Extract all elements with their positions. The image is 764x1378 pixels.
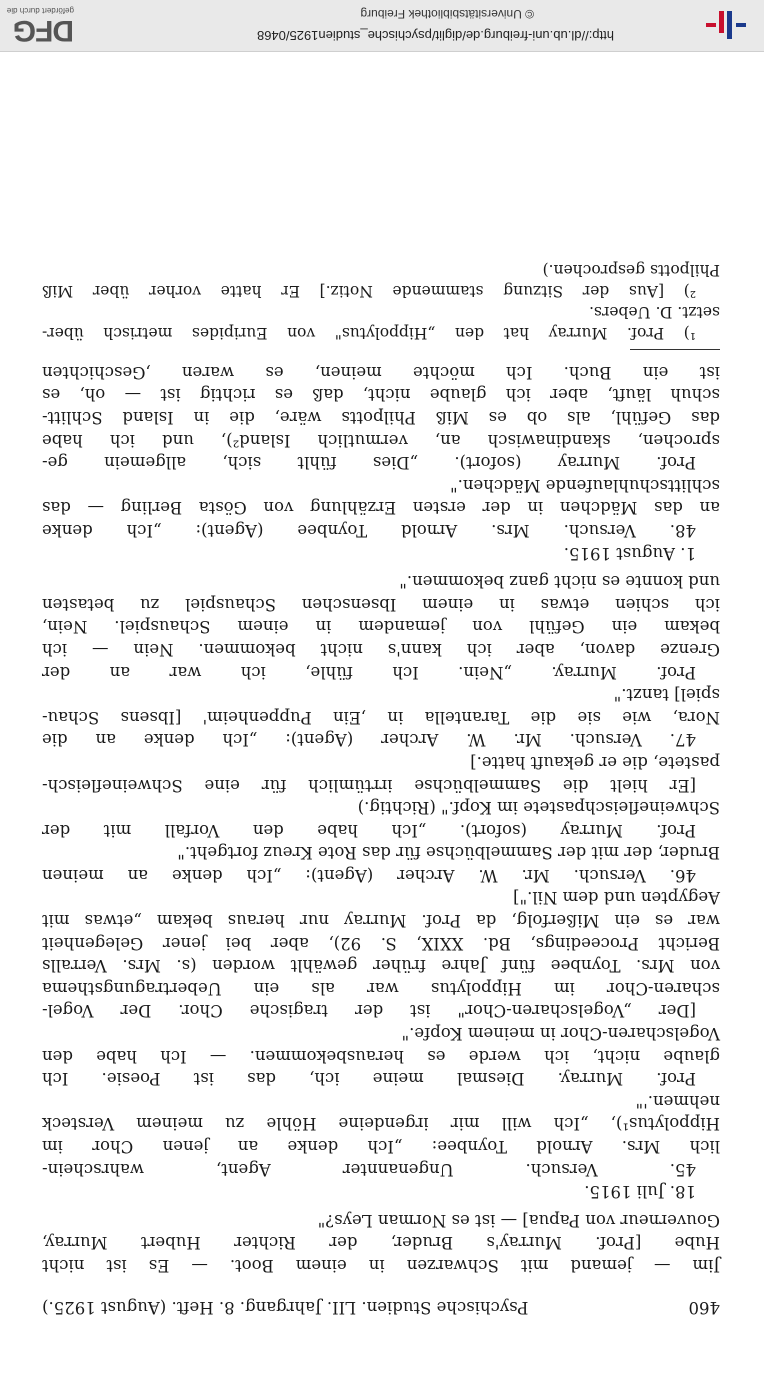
footnote-line: Philpotts gesprochen.) [542, 261, 720, 280]
body-text [42, 360, 720, 1276]
text-line: bekam ein Gefühl von jemandem in einem Schauspiel. Nein, [42, 617, 720, 637]
page-number: 460 [688, 1298, 720, 1317]
university-logo-icon [702, 11, 746, 39]
text-line: und konnte es nicht ganz bekommen." [399, 572, 720, 592]
text-line: glaube nicht, ich werde es herausbekommen. — Ich habe den [42, 1046, 720, 1066]
text-line: Prof. Murray (sofort). „Ich habe den Vorfall mit der [42, 820, 696, 840]
text-line: Schweinefleischpastete im Kopf." (Richtig.) [357, 798, 720, 818]
text-line: pastete, die er gekauft hatte.] [470, 752, 720, 772]
text-line: sprochen, skandinawisch an, vermutlich Island²), und ich habe [42, 430, 720, 450]
text-line: Prof. Murray (sofort). „Dies fühlt sich, allgemein ge- [42, 453, 696, 473]
text-line: Aegypten und dem Nil."] [513, 888, 720, 908]
text-line: ist ein Buch. Ich möchte meinen, es waren ‚Geschichten [42, 362, 720, 382]
text-line: an das Mädchen in der ersten Erzählung von Gösta Berling — das [42, 498, 720, 518]
page-header [42, 1294, 720, 1318]
text-line: Bruder, der mit der Sammelbüchse für das Rote Kreuz fortgeht." [177, 843, 720, 863]
text-line: 1. August 1915. [563, 543, 696, 563]
text-line: 47. Versuch. Mr. W. Archer (Agent): „Ich denke an die [42, 730, 696, 750]
permalink-url[interactable]: http://dl.ub.uni-freiburg.de/diglit/psychische_studien1925/0468 [256, 28, 614, 43]
viewer-footer-bar [0, 0, 764, 52]
copyright-notice: © Universitätsbibliothek Freiburg [360, 7, 534, 21]
text-line: 46. Versuch. Mr. W. Archer (Agent): „Ich denke an meinen [42, 865, 696, 885]
text-line: Vogelscharen-Chor in meinem Kopfe." [401, 1024, 720, 1044]
text-line: Bericht Proceedings, Bd. XXIX, S. 92), aber bei jener Gelegenheit [42, 933, 720, 953]
dfg-logo [0, 5, 74, 45]
paragraph-gap [42, 564, 720, 570]
text-line: war es ein Mißerfolg, da Prof. Murray nur heraus bekam „etwas mit [42, 911, 720, 931]
text-line: Hube [Prof. Murray's Bruder, der Richter Hubert Murray, [42, 1233, 720, 1253]
page-body [42, 259, 720, 1318]
text-line: spiel] tanzt." [613, 685, 720, 705]
text-line: Prof. Murray. Diesmal meine ich, das ist Poesie. Ich [42, 1069, 696, 1089]
footnote-line: ²) [Aus der Sitzung stammende Notiz.] Er hatte vorher über Miß [42, 282, 696, 301]
text-line: schlittschuhlaufende Mädchen." [450, 475, 720, 495]
text-line: schuh läuft, aber ich glaube nicht, daß es richtig ist — oh, es [42, 385, 720, 405]
text-line: nehmen.'" [635, 1091, 720, 1111]
running-head: Psychische Studien. LII. Jahrgang. 8. Heft. (August 1925.) [42, 1298, 529, 1317]
text-line: 18. Juli 1915. [584, 1182, 696, 1202]
footnote-rule [630, 349, 720, 350]
text-line: 45. Versuch. Ungenannter Agent, wahrschein- [42, 1159, 696, 1179]
text-line: 48. Versuch. Mrs. Arnold Toynbee (Agent): „Ich denke [42, 521, 696, 540]
text-line: scharen-Chor im Hippolytus war als ein Uebertragungsthema [42, 978, 720, 998]
text-line: [Der „Vogelscharen-Chor" ist der tragische Chor. Der Vogel- [42, 1001, 696, 1021]
text-line: [Er hielt die Sammelbüchse irrtümlich für eine Schweinefleisch- [42, 775, 696, 795]
text-line: von Mrs. Toynbee fünf Jahre früher gewählt worden (s. Mrs. Verralls [42, 956, 720, 976]
text-line: das Gefühl, als ob es Miß Philpotts wäre, die in Island Schlitt- [42, 408, 720, 428]
text-line: Jim — jemand mit Schwarzen in einem Boot. — Es ist nicht [42, 1256, 720, 1275]
text-line: Hippolytus¹), „Ich will mir irgendeine Höhle zu meinem Versteck [42, 1114, 720, 1134]
footnote-line: setzt. D. Uebers. [589, 303, 720, 322]
dfg-logo-subtitle: gefördert durch die [6, 6, 74, 15]
dfg-logo-text: DFG [13, 14, 74, 47]
text-line: Prof. Murray. „Nein. Ich fühle, ich war an der [42, 662, 696, 682]
text-line: Gouverneur von Papua] — ist es Norman Leys?" [317, 1210, 720, 1230]
text-line: Nora, wie sie die Tarantella in ‚Ein Puppenheim' [Ibsens Schau- [42, 707, 720, 727]
text-line: ich schien etwas in einem Ibsenschen Schauspiel zu betasten [42, 594, 720, 614]
footnotes [42, 259, 720, 343]
text-line: lich Mrs. Arnold Toynbee: „Ich denke an jenen Chor im [42, 1137, 720, 1157]
footnote-line: ¹) Prof. Murray hat den „Hippolytus" von Euripides metrisch über- [42, 324, 696, 343]
text-line: Grenze davon, aber ich kann's nicht bekommen. Nein — ich [42, 639, 720, 659]
